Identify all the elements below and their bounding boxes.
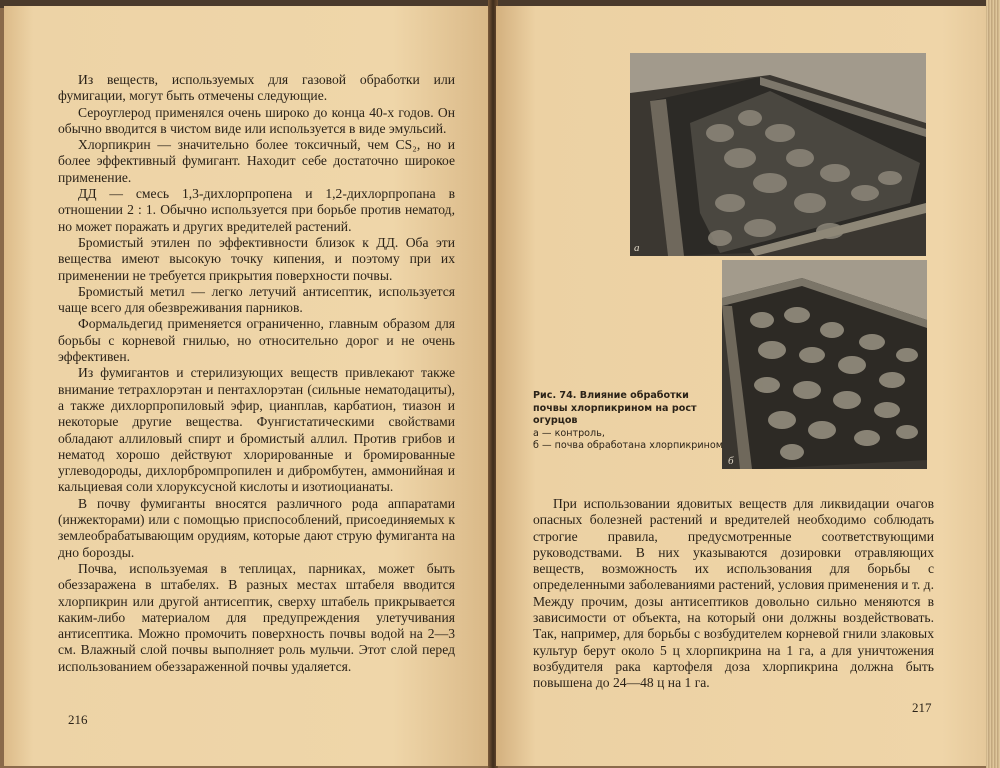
figure-photo-treated xyxy=(722,260,927,469)
paragraph: Сероуглерод применялся очень широко до конца 40-х годов. Он обычно вводится в чистом виде или используется в виде эмульсий. xyxy=(58,104,455,136)
paragraph: Бромистый метил — легко летучий антисептик, используется чаще всего для обезвреживания парников. xyxy=(58,283,455,316)
page-number: 217 xyxy=(912,700,932,715)
caption-title: Рис. 74. Влияние обработки почвы хлорпикрином на рост огурцов xyxy=(533,390,697,427)
panel-label-a: а xyxy=(634,242,640,254)
paragraph: Почва, используемая в теплицах, парниках, может быть обеззаражена в штабелях. В разных местах штабеля вводится хлорпикрин или другой антисептик, сверху штабель прикрывается каким-либо материалом для предупреждения улетучивания антисептика. Можно промочить поверхность почвы водой на 2—3 см. Влажный слой почвы выполняет роль мульчи. Этот слой перед использованием обеззараженной почвы удаляется. xyxy=(58,560,455,674)
figure-photo-control xyxy=(630,53,926,256)
caption-item-a: а — контроль, xyxy=(533,427,605,439)
paragraph: При использовании ядовитых веществ для ликвидации очагов опасных болезней растений и вредителей необходимо соблюдать строгие правила, предусмотренные соответствующими руководствами. В них указываются дозировки отравляющих веществ, возможность их использования для борьбы с определенными заболеваниями растений, условия применения и т. д. Между прочим, дозы антисептиков довольно сильно меняются в зависимости от объекта, на который они должны воздействовать. Так, например, для борьбы с возбудителем корневой гнили злаковых культур берут около 5 ц хлорпикрина на 1 га, а для уничтожения возбудителя рака картофеля доза хлорпикрина должна быть повышена до 24—48 ц на 1 га. xyxy=(533,496,934,691)
paragraph: Бромистый этилен по эффективности близок к ДД. Оба эти вещества имеют высокую точку кипения, и поэтому при их применении не требуется прикрытия поверхности почвы. xyxy=(58,234,455,283)
panel-label-b: б xyxy=(728,455,734,467)
paragraph: Из фумигантов и стерилизующих веществ привлекают также внимание тетрахлорэтан и пентахлорэтан (сильные нематодациты), а также дихлорпропиловый эфир, цианплав, карбатион, тиазон и некоторые другие вещества. Фунгистатическими свойствами обладают аллиловый спирт и бромистый аллил. Против грибов и нематод хорошо действуют хлорированные и бромированные углеводороды, дихлорбромпропилен и дибромбутен, аммонийная и кальциевая соли хлоруксусной кислоты и изотиоцианаты. xyxy=(58,365,455,495)
paragraph: ДД — смесь 1,3-дихлорпропена и 1,2-дихлорпропана в отношении 2 : 1. Обычно используется при борьбе против нематод, но может поражать и других вредителей растений. xyxy=(58,186,455,234)
figure-caption xyxy=(533,390,723,453)
page-number: 216 xyxy=(68,712,88,727)
caption-item-b: б — почва обработана хлорпикрином xyxy=(533,440,723,452)
right-page-text xyxy=(533,496,934,692)
paragraph: Хлорпикрин — значительно более токсичный, чем CS₂, но и более эффективный фумигант. Находит себе достаточно широкое применение. xyxy=(58,137,455,185)
paragraph: Формальдегид применяется ограниченно, главным образом для борьбы с корневой гнилью, но относительно дорог и не очень эффективен. xyxy=(58,316,455,365)
left-page xyxy=(4,6,490,766)
right-page xyxy=(496,6,992,766)
paragraph: В почву фумиганты вносятся различного рода аппаратами (инжекторами) или с помощью приспособлений, присоединяемых к землеобрабатывающим орудиям, которые дают струю фумиганта на дно борозды. xyxy=(58,495,455,560)
left-page-text xyxy=(58,72,455,675)
paragraph: Из веществ, используемых для газовой обработки или фумигации, могут быть отмечены следующие. xyxy=(58,72,455,104)
page-edges xyxy=(986,0,1000,768)
